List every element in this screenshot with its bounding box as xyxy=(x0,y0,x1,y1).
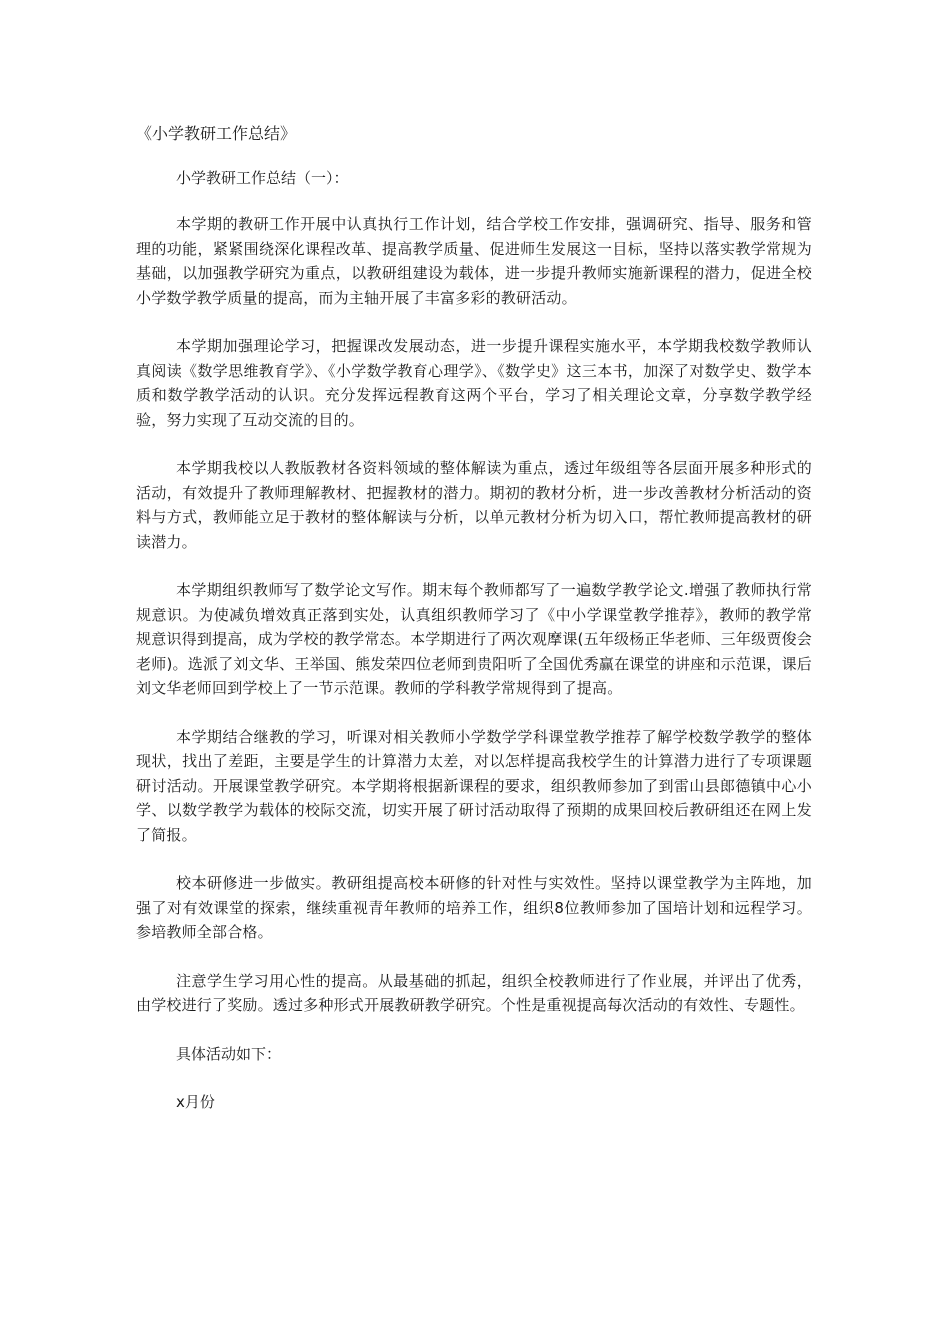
paragraph-3: 本学期我校以人教版教材各资料领域的整体解读为重点，透过年级组等各层面开展多种形式的活动，有效提升了教师理解教材、把握教材的潜力。期初的教材分析，进一步改善教材分析活动的资料与方式，教师能立足于教材的整体解读与分析，以单元教材分析为切入口，帮忙教师提高教材的研读潜力。 xyxy=(136,459,812,551)
document-title: 《小学教研工作总结》 xyxy=(136,124,297,143)
paragraph-6: 校本研修进一步做实。教研组提高校本研修的针对性与实效性。坚持以课堂教学为主阵地，加强了对有效课堂的探索，继续重视青年教师的培养工作，组织8位教师参加了国培计划和远程学习。参培教师全部合格。 xyxy=(136,874,812,941)
paragraph-2: 本学期加强理论学习，把握课改发展动态，进一步提升课程实施水平，本学期我校数学教师认真阅读《数学思维教育学》、《小学数学教育心理学》、《数学史》这三本书，加深了对数学史、数学本质和数学教学活动的认识。充分发挥远程教育这两个平台，学习了相关理论文章，分享数学教学经验，努力实现了互动交流的目的。 xyxy=(136,337,812,429)
month-label: x月份 xyxy=(176,1092,215,1111)
paragraph-4: 本学期组织教师写了数学论文写作。期末每个教师都写了一遍数学教学论文.增强了教师执行常规意识。为使减负增效真正落到实处，认真组织教师学习了《中小学课堂教学推荐》，教师的教学常规意识得到提高，成为学校的教学常态。本学期进行了两次观摩课(五年级杨正华老师、三年级贾俊会老师)。选派了刘文华、王举国、熊发荣四位老师到贵阳听了全国优秀赢在课堂的讲座和示范课，课后刘文华老师回到学校上了一节示范课。教师的学科教学常规得到了提高。 xyxy=(136,581,812,697)
paragraph-7: 注意学生学习用心性的提高。从最基础的抓起，组织全校教师进行了作业展，并评出了优秀，由学校进行了奖励。透过多种形式开展教研教学研究。个性是重视提高每次活动的有效性、专题性。 xyxy=(136,971,812,1014)
activities-intro: 具体活动如下： xyxy=(176,1044,282,1063)
paragraph-5: 本学期结合继教的学习，听课对相关教师小学数学学科课堂教学推荐了解学校数学教学的整体现状，找出了差距，主要是学生的计算潜力太差，对以怎样提高我校学生的计算潜力进行了专项课题研讨活动。开展课堂教学研究。本学期将根据新课程的要求，组织教师参加了到雷山县郎德镇中心小学、以数学教学为载体的校际交流，切实开展了研讨活动取得了预期的成果回校后教研组还在网上发了简报。 xyxy=(136,727,812,844)
paragraph-1: 本学期的教研工作开展中认真执行工作计划，结合学校工作安排，强调研究、指导、服务和管理的功能，紧紧围绕深化课程改革、提高教学质量、促进师生发展这一目标，坚持以落实教学常规为基础，以加强教学研究为重点，以教研组建设为载体，进一步提升教师实施新课程的潜力，促进全校小学数学教学质量的提高，而为主轴开展了丰富多彩的教研活动。 xyxy=(136,215,812,307)
document-body xyxy=(136,122,812,1138)
section-heading: 小学教研工作总结（一）： xyxy=(176,169,349,187)
